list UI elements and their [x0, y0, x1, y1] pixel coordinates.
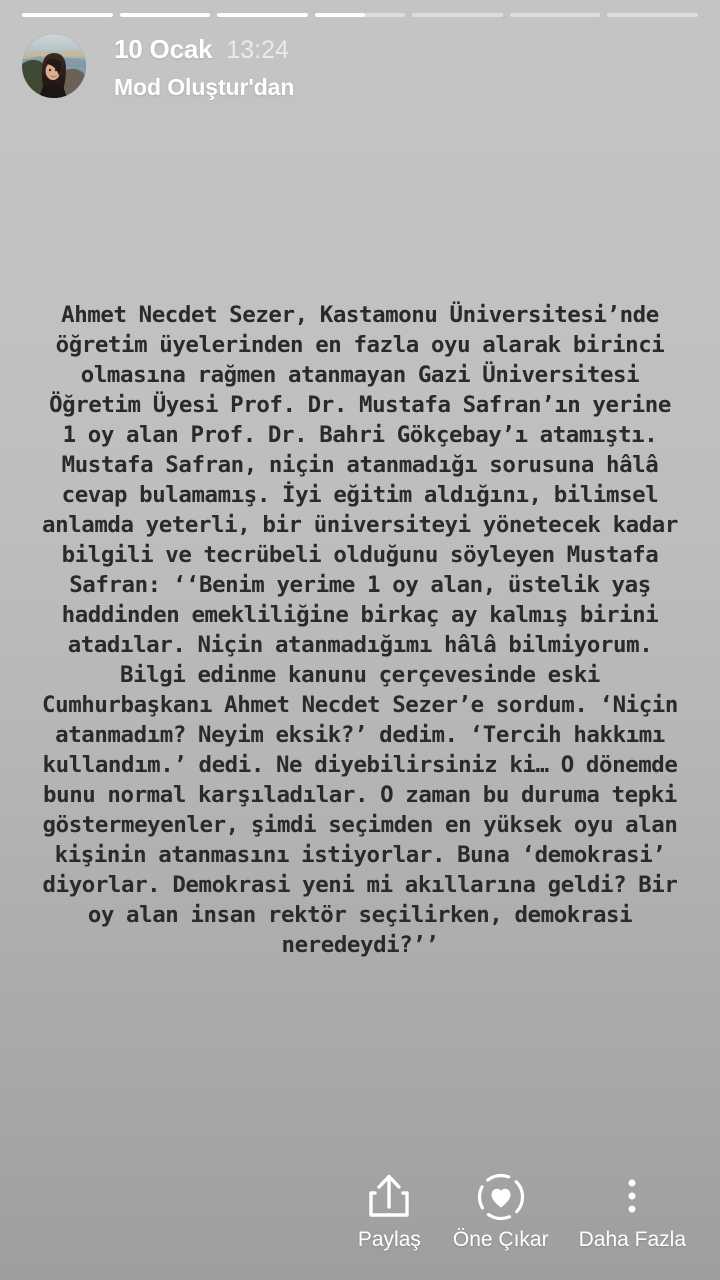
progress-segment[interactable]: [412, 13, 503, 17]
feature-button-label: Öne Çıkar: [452, 1228, 549, 1251]
progress-segment[interactable]: [510, 13, 601, 17]
heart-in-dashed-circle-icon: [474, 1166, 528, 1228]
story-progress-bar: [22, 13, 698, 17]
progress-segment[interactable]: [22, 13, 113, 17]
progress-segment[interactable]: [607, 13, 698, 17]
kebab-menu-icon: [617, 1166, 647, 1228]
story-date: 10 Ocak: [114, 34, 213, 64]
share-upload-icon: [364, 1166, 414, 1228]
more-button-label: Daha Fazla: [578, 1228, 686, 1251]
progress-segment[interactable]: [217, 13, 308, 17]
more-button[interactable]: [579, 1166, 686, 1252]
story-text-block: [42, 300, 678, 960]
feature-button[interactable]: [453, 1166, 549, 1252]
share-button[interactable]: [358, 1166, 421, 1252]
story-action-bar: [0, 1166, 720, 1252]
story-time: 13:24: [226, 36, 289, 64]
progress-segment[interactable]: [120, 13, 211, 17]
share-button-label: Paylaş: [357, 1228, 421, 1251]
story-header: [22, 30, 294, 101]
story-source: Mod Oluştur'dan: [114, 74, 295, 100]
story-paragraph: Ahmet Necdet Sezer, Kastamonu Üniversitesi’nde öğretim üyelerinden en fazla oyu alarak birinci olmasına rağmen atanmayan Gazi Üniversitesi Öğretim Üyesi Prof. Dr. Mustafa Safran’ın yerine 1 oy alan Prof. Dr. Bahri Gökçebay’ı atamıştı. Mustafa Safran, niçin atanmadığı sorusuna hâlâ cevap bulamamış. İyi eğitim aldığını, bilimsel anlamda yeterli, bir üniversiteyi yönetecek kadar bilgili ve tecrübeli olduğunu söyleyen Mustafa Safran: ‘‘Benim yerime 1 oy alan, üstelik yaş haddinden emekliliğine birkaç ay kalmış birini atadılar. Niçin atanmadığımı hâlâ bilmiyorum. Bilgi edinme kanunu çerçevesinde eski Cumhurbaşkanı Ahmet Necdet Sezer’e sordum. ‘Niçin atanmadım? Neyim eksik?’ dedim. ‘Tercih hakkımı kullandım.’ dedi. Ne diyebilirsiniz ki… O dönemde bunu normal karşıladılar. O zaman bu duruma tepki göstermeyenler, şimdi seçimden en yüksek oyu alan kişinin atanmasını istiyorlar. Buna ‘demokrasi’ diyorlar. Demokrasi yeni mi akıllarına geldi? Bir oy alan insan rektör seçilirken, demokrasi neredeydi?’’: [42, 302, 678, 958]
story-meta-line: [114, 34, 294, 65]
avatar[interactable]: [22, 34, 86, 98]
story-header-text: [114, 30, 294, 101]
progress-segment[interactable]: [315, 13, 406, 17]
